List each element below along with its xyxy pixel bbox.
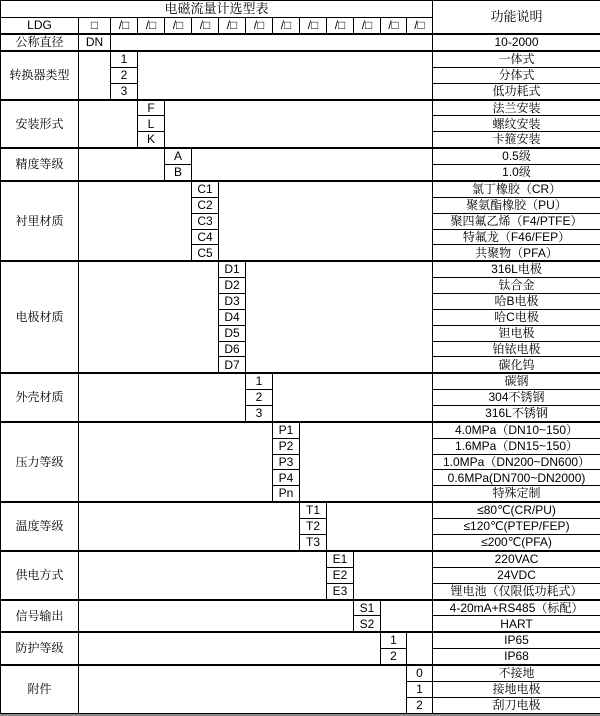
option-description: 碳化钨 [433,357,600,373]
grid-spacer-right [381,600,433,633]
option-code: K [138,132,165,148]
option-code: P1 [273,422,300,438]
option-description: ≤120℃(PTEP/FEP) [433,519,600,535]
option-code: P3 [273,454,300,470]
option-code: D6 [219,341,246,357]
option-description: 低功耗式 [433,83,600,99]
grid-spacer-right [219,181,433,261]
category-label: 外壳材质 [1,373,79,422]
grid-spacer-left [79,100,138,149]
option-code: D4 [219,309,246,325]
option-code: T1 [300,502,327,518]
grid-spacer-right [407,632,433,665]
option-code: D2 [219,278,246,294]
grid-spacer-left [79,665,407,713]
option-code: D5 [219,325,246,341]
option-code: 0 [407,665,433,681]
grid-spacer-right [111,34,433,51]
grid-spacer-right [300,422,433,502]
model-code-slot: /□ [192,18,219,34]
model-code-slot: /□ [219,18,246,34]
option-code: S2 [354,616,381,632]
model-code-box: □ [79,18,111,34]
grid-spacer-left [79,51,111,100]
option-description: 1.6MPa（DN15~150） [433,438,600,454]
grid-spacer-left [79,373,246,422]
option-description: 哈B电极 [433,294,600,310]
model-prefix-label: LDG [1,18,79,34]
category-label: 电极材质 [1,261,79,373]
grid-spacer-left [79,181,192,261]
option-code: 3 [111,83,138,99]
grid-spacer-right [327,502,433,551]
option-description: IP65 [433,632,600,648]
option-description: 304不锈钢 [433,390,600,406]
option-code: 2 [407,697,433,713]
option-description: 接地电极 [433,682,600,698]
option-description: 刮刀电极 [433,697,600,713]
option-code: 1 [111,51,138,67]
option-description: IP68 [433,649,600,665]
grid-spacer-right [138,51,433,100]
grid-spacer-right [273,373,433,422]
option-description: 不接地 [433,665,600,681]
option-description: 哈C电极 [433,309,600,325]
option-code: E2 [327,567,354,583]
option-code: T2 [300,519,327,535]
option-description: 钽电极 [433,325,600,341]
option-code: 3 [246,406,273,422]
option-description: 共聚物（PFA） [433,245,600,261]
option-code: T3 [300,534,327,550]
category-label: 供电方式 [1,551,79,600]
option-description: 聚氨酯橡胶（PU） [433,197,600,213]
grid-spacer-left [79,261,219,373]
grid-spacer-left [79,551,327,600]
option-description: 10-2000 [433,34,600,51]
option-code: C2 [192,197,219,213]
category-label: 温度等级 [1,502,79,551]
category-label: 转换器类型 [1,51,79,100]
option-code: C1 [192,181,219,197]
option-description: 0.5级 [433,148,600,164]
category-label: 衬里材质 [1,181,79,261]
option-code: D3 [219,294,246,310]
option-description: 碳钢 [433,373,600,389]
option-code: F [138,100,165,116]
grid-spacer-right [192,148,433,181]
table-title: 电磁流量计选型表 [1,1,433,18]
option-code: 1 [246,373,273,389]
grid-spacer-left [79,502,300,551]
option-description: 锂电池（仅限低功耗式） [433,583,600,599]
option-description: 316L电极 [433,261,600,277]
option-description: 一体式 [433,51,600,67]
option-description: 316L不锈钢 [433,406,600,422]
category-label: 信号输出 [1,600,79,633]
option-code: 2 [111,67,138,83]
option-code: C4 [192,229,219,245]
model-code-slot: /□ [381,18,407,34]
option-description: 聚四氟乙烯（F4/PTFE） [433,213,600,229]
option-description: 氯丁橡胶（CR） [433,181,600,197]
function-column-header: 功能说明 [433,1,600,34]
option-description: 钛合金 [433,278,600,294]
option-code: 2 [246,390,273,406]
grid-spacer-left [79,422,273,502]
option-description: 0.6MPa(DN700~DN2000) [433,470,600,486]
option-description: 法兰安装 [433,100,600,116]
option-description: 特殊定制 [433,486,600,502]
grid-spacer-right [246,261,433,373]
option-description: ≤200℃(PFA) [433,534,600,550]
option-code: D7 [219,357,246,373]
option-description: 24VDC [433,567,600,583]
option-code: S1 [354,600,381,616]
option-description: 铂铱电极 [433,341,600,357]
category-label: 附件 [1,665,79,713]
option-description: 卡箍安装 [433,132,600,148]
option-description: 1.0级 [433,165,600,181]
grid-spacer-left [79,148,165,181]
category-label: 精度等级 [1,148,79,181]
option-code: C5 [192,245,219,261]
model-code-slot: /□ [354,18,381,34]
option-description: 4-20mA+RS485（标配） [433,600,600,616]
grid-spacer-left [79,632,381,665]
option-code: 1 [381,632,407,648]
option-code: 2 [381,649,407,665]
grid-spacer-right [354,551,433,600]
option-code: A [165,148,192,164]
option-code: DN [79,34,111,51]
option-code: P4 [273,470,300,486]
option-code: 1 [407,682,433,698]
grid-spacer-left [79,600,354,633]
category-label: 公称直径 [1,34,79,51]
model-code-slot: /□ [138,18,165,34]
option-description: 分体式 [433,67,600,83]
model-code-slot: /□ [300,18,327,34]
option-description: 1.0MPa（DN200~DN600） [433,454,600,470]
option-description: HART [433,616,600,632]
model-code-slot: /□ [165,18,192,34]
option-description: 螺纹安装 [433,116,600,132]
option-description: ≤80℃(CR/PU) [433,502,600,518]
option-code: L [138,116,165,132]
category-label: 安装形式 [1,100,79,149]
model-code-slot: /□ [111,18,138,34]
option-description: 特氟龙（F46/FEP） [433,229,600,245]
option-code: E1 [327,551,354,567]
grid-spacer-right [165,100,433,149]
option-code: P2 [273,438,300,454]
option-code: D1 [219,261,246,277]
model-code-slot: /□ [327,18,354,34]
option-code: E3 [327,583,354,599]
option-description: 220VAC [433,551,600,567]
option-code: Pn [273,486,300,502]
option-code: C3 [192,213,219,229]
option-code: B [165,165,192,181]
model-code-slot: /□ [246,18,273,34]
category-label: 防护等级 [1,632,79,665]
model-code-slot: /□ [407,18,433,34]
category-label: 压力等级 [1,422,79,502]
option-description: 4.0MPa（DN10~150） [433,422,600,438]
model-code-slot: /□ [273,18,300,34]
